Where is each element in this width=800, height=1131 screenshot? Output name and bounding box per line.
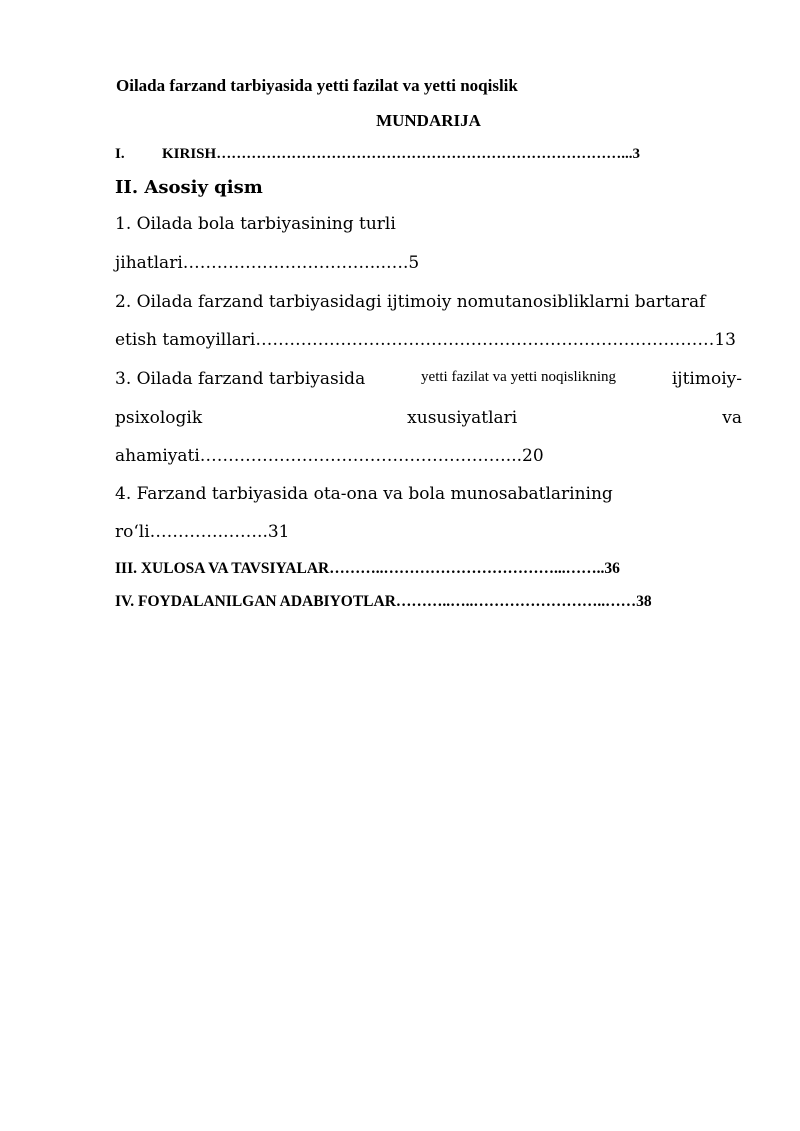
- toc-entry-1-line2[interactable]: [115, 253, 742, 273]
- toc-label: 1. Oilada bola tarbiyasining turli: [115, 214, 396, 234]
- toc-label: ro‘li: [115, 522, 150, 542]
- toc-entry-3-line1[interactable]: [115, 369, 742, 389]
- toc-label: etish tamoyillari: [115, 330, 256, 350]
- toc-entry-references[interactable]: [115, 593, 742, 611]
- toc-numeral: I.: [115, 146, 125, 162]
- toc-page-number: 20: [522, 446, 544, 466]
- toc-page-number: 38: [636, 593, 652, 610]
- toc-entry-2-line1[interactable]: [115, 292, 742, 312]
- toc-label-part: xususiyatlari: [407, 408, 518, 428]
- toc-label: ahamiyati: [115, 446, 200, 466]
- toc-dots: ……………………………...….: [182, 253, 409, 273]
- document-title: Oilada farzand tarbiyasida yetti fazilat va yetti noqislik: [116, 76, 518, 95]
- toc-page-number: 31: [267, 522, 290, 542]
- toc-dots: ………………………………………………………………………: [255, 330, 715, 350]
- toc-dots: ………….……..: [149, 522, 268, 542]
- toc-entry-2-line2[interactable]: [115, 330, 742, 350]
- section-heading-label: II. Asosiy qism: [115, 177, 263, 198]
- toc-label: KIRISH: [162, 146, 217, 162]
- toc-label-part: yetti fazilat va yetti noqislikning: [421, 369, 617, 385]
- toc-label: 2. Oilada farzand tarbiyasidagi ijtimoiy nomutanosibliklarni bartaraf: [115, 292, 706, 312]
- toc-page-number: 5: [408, 253, 420, 273]
- toc-entry-3-line3[interactable]: [115, 446, 742, 466]
- toc-page-number: 13: [714, 330, 736, 350]
- toc-label: III. XULOSA VA TAVSIYALAR: [115, 560, 330, 577]
- toc-dots: ………………………………………………...: [199, 446, 523, 466]
- toc-dots: ………………………………………………………………………...: [216, 146, 633, 162]
- toc-label: IV. FOYDALANILGAN ADABIYOTLAR: [115, 593, 396, 610]
- toc-label: 4. Farzand tarbiyasida ota-ona va bola munosabatlarining: [115, 484, 613, 504]
- toc-page-number: 36: [604, 560, 620, 577]
- toc-label-part: 3. Oilada farzand tarbiyasida: [115, 369, 366, 389]
- toc-heading: MUNDARIJA: [376, 111, 481, 130]
- toc-entry-1-line1[interactable]: [115, 214, 742, 234]
- toc-entry-4-line1[interactable]: [115, 484, 742, 504]
- toc-section-heading: [115, 177, 742, 198]
- toc-page-number: 3: [632, 146, 640, 162]
- toc-label-part: psixologik: [115, 408, 203, 428]
- toc-label: jihatlari: [115, 253, 183, 273]
- toc-entry-4-line2[interactable]: [115, 522, 742, 542]
- toc-label-part: ijtimoiy-: [671, 369, 742, 389]
- toc-entry-conclusion[interactable]: [115, 560, 742, 578]
- toc-dots: ………..…..……………………..……: [395, 593, 637, 610]
- toc-entry-3-line2[interactable]: [115, 408, 742, 428]
- toc-dots: ………..……………………………...……..: [329, 560, 605, 577]
- toc-entry-intro[interactable]: [115, 146, 742, 163]
- toc-label-part: va: [722, 408, 742, 428]
